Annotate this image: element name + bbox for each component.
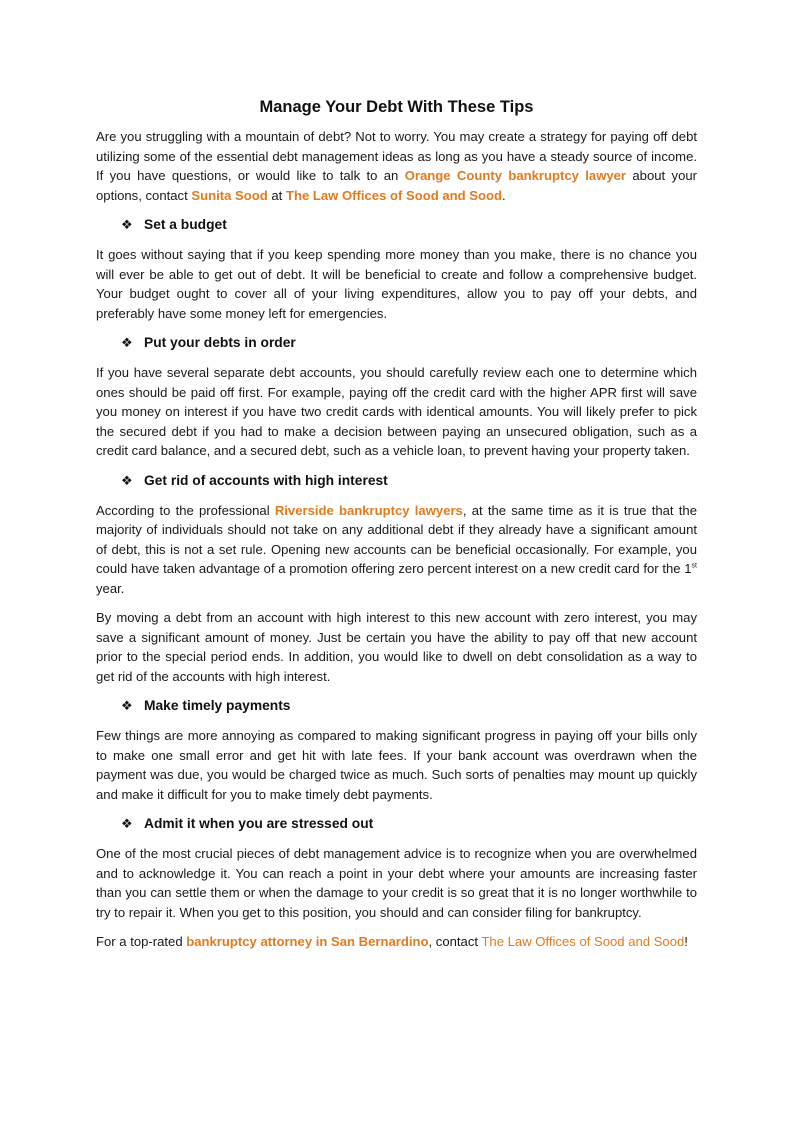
sunita-sood-link[interactable]: Sunita Sood — [191, 187, 268, 203]
timely-paragraph: Few things are more annoying as compared to making significant progress in paying off your bills only to make one small error and get hit with late fees. If your bank account was overdrawn when the payment was due, you would be charged twice as much. Such sorts of penalties may mount up quickly and make it difficult for you to make timely debt payments. — [96, 728, 697, 802]
san-bernardino-attorney-link[interactable]: bankruptcy attorney in San Bernardino — [186, 934, 429, 949]
closing-paragraph: For a top-rated bankruptcy attorney in San Bernardino, contact The Law Offices of Sood and Sood! — [96, 934, 688, 949]
diamond-bullet-icon: ❖ — [121, 217, 133, 232]
stressed-paragraph: One of the most crucial pieces of debt management advice is to recognize when you are overwhelmed and to acknowledge it. You can reach a point in your debt where your amounts are increasing faster than you can settle them or when the damage to your credit is so great that it is no longer worthwhile to try to repair it. When you get to this position, you should and can consider filing for bankruptcy. — [96, 846, 697, 920]
law-offices-closing-link[interactable]: The Law Offices of Sood and Sood — [481, 934, 685, 949]
law-offices-link[interactable]: The Law Offices of Sood and Sood — [285, 187, 503, 203]
section-heading-order: ❖ Put your debts in order — [96, 333, 697, 353]
diamond-bullet-icon: ❖ — [121, 335, 133, 350]
order-paragraph: If you have several separate debt accounts, you should carefully review each one to determine which ones should be paid off first. For example, paying off the credit card with the higher APR first will save you money on interest if you have two credit cards with identical amounts. You will likely prefer to pick the secured debt if you had to make a decision between paying an unsecured obligation, such as a credit card balance, and a secured debt, such as a vehicle loan, to prevent having your property taken. — [96, 365, 697, 458]
interest-paragraph-2: By moving a debt from an account with high interest to this new account with zero interest, you may save a significant amount of money. Just be certain you have the ability to pay off that new account prior to the special period ends. In addition, you would like to dwell on debt consolidation as a way to get rid of the accounts with high interest. — [96, 610, 697, 684]
section-heading-timely: ❖ Make timely payments — [96, 696, 697, 716]
diamond-bullet-icon: ❖ — [121, 698, 133, 713]
budget-paragraph: It goes without saying that if you keep spending more money than you make, there is no chance you will ever be able to get out of debt. It will be beneficial to create and follow a comprehensive budget. Your budget ought to cover all of your living expenditures, allow you to pay off your debts, and preferably have some money left for emergencies. — [96, 247, 697, 321]
document-page — [96, 96, 697, 962]
riverside-lawyers-link[interactable]: Riverside bankruptcy lawyers — [274, 502, 463, 518]
orange-county-lawyer-link[interactable]: Orange County bankruptcy lawyer — [404, 168, 627, 183]
section-heading-stressed: ❖ Admit it when you are stressed out — [96, 814, 697, 834]
section-heading-budget: ❖ Set a budget — [96, 215, 697, 235]
diamond-bullet-icon: ❖ — [121, 472, 133, 488]
diamond-bullet-icon: ❖ — [121, 816, 133, 831]
interest-paragraph-1: According to the professional Riverside bankruptcy lawyers, at the same time as it is true that the majority of individuals should not take on any additional debt if they already have a significant amount of debt, this is not a set rule. Opening new accounts can be beneficial occasionally. For example, you could have taken advantage of a promotion offering zero percent interest on a new credit card for the 1st year. — [96, 502, 697, 596]
intro-paragraph: Are you struggling with a mountain of debt? Not to worry. You may create a strategy for paying off debt utilizing some of the essential debt management ideas as long as you have a steady source of income. If you have questions, or would like to talk to an Orange County bankruptcy lawyer about your options, contact Sunita Sood at The Law Offices of Sood and Sood. — [96, 129, 697, 203]
page-title: Manage Your Debt With These Tips — [259, 98, 534, 116]
section-heading-interest: ❖ Get rid of accounts with high interest — [96, 471, 697, 491]
